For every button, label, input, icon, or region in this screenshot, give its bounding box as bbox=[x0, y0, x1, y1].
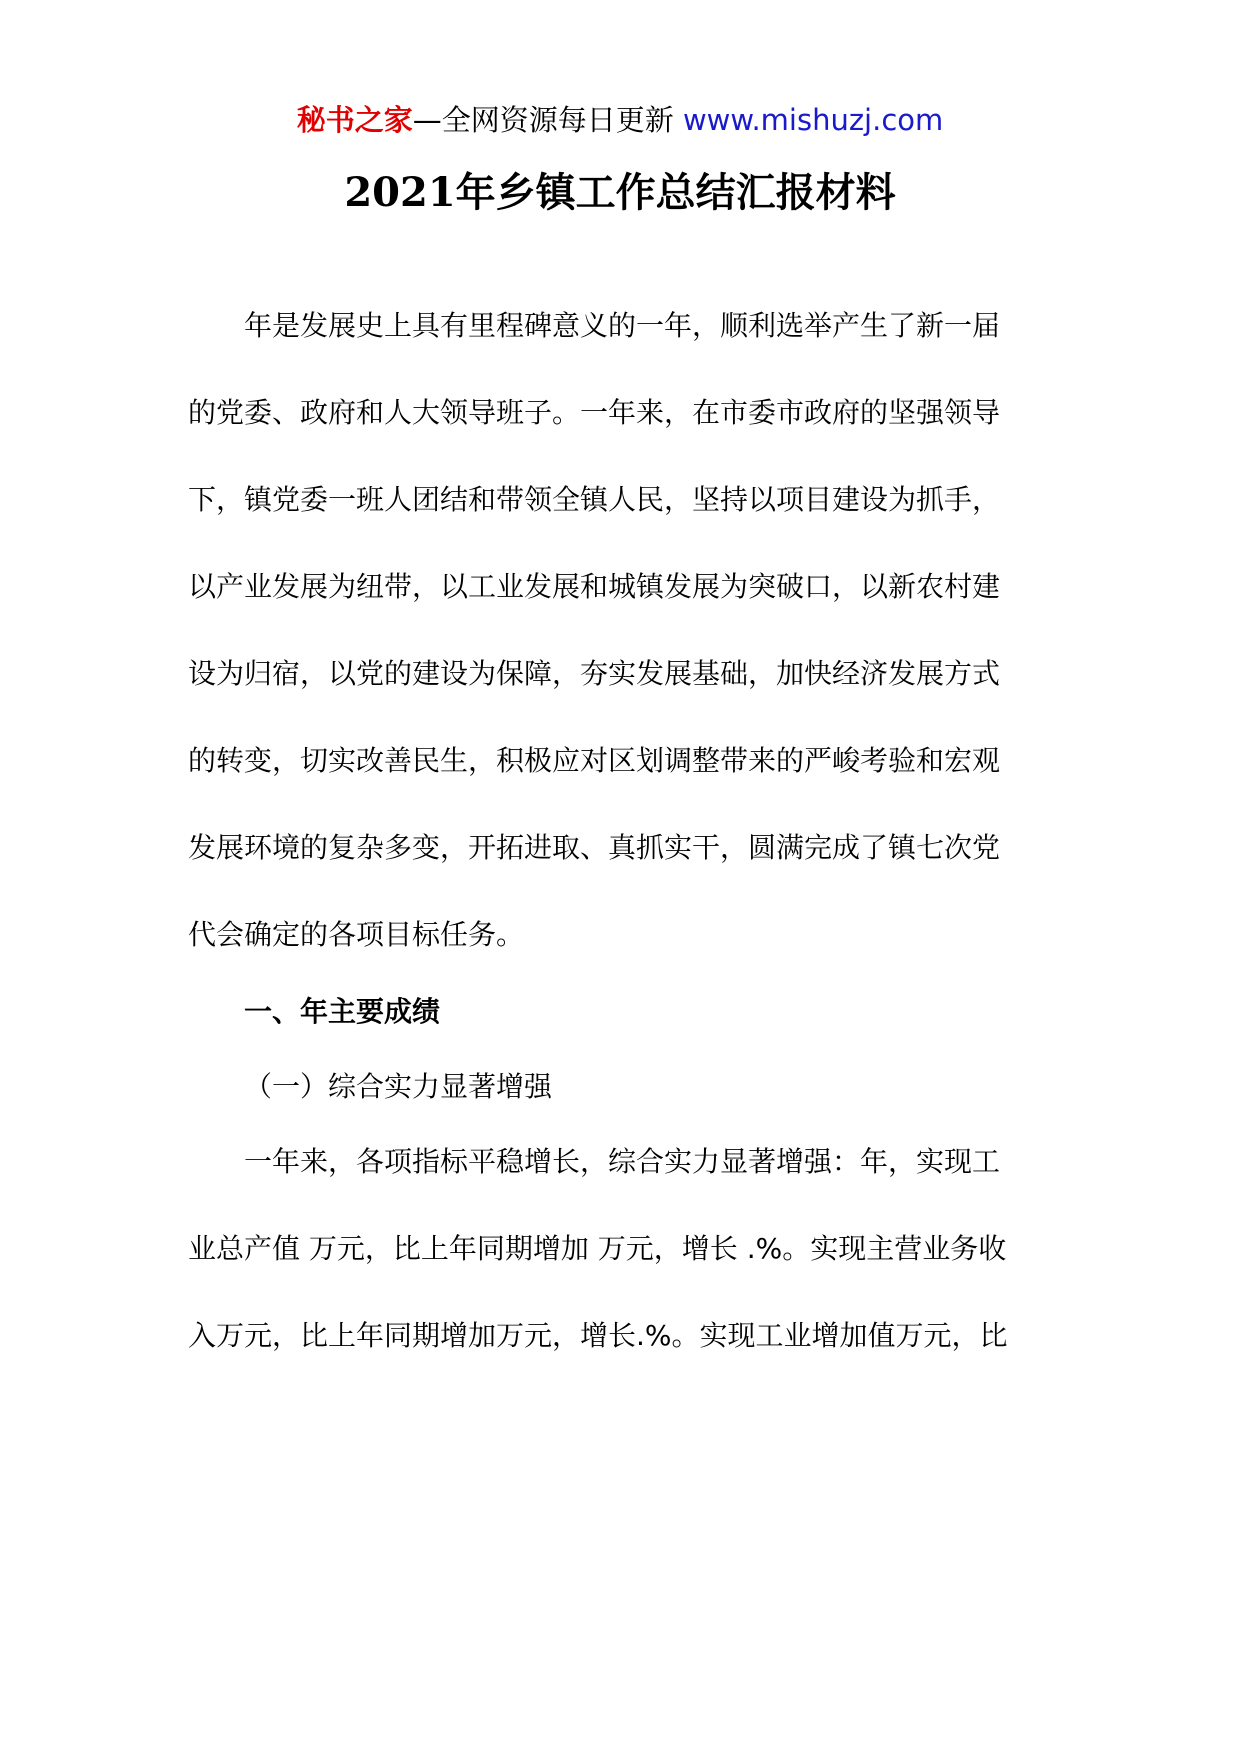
site-slogan: —全网资源每日更新 bbox=[412, 103, 683, 137]
paragraph-line: 入万元，比上年同期增加万元，增长.%。实现工业增加值万元，比 bbox=[188, 1319, 1008, 1352]
paragraph-line: 代会确定的各项目标任务。 bbox=[188, 918, 525, 951]
site-url-link[interactable]: www.mishuzj.com bbox=[682, 103, 944, 137]
paragraph-line: 发展环境的复杂多变，开拓进取、真抓实干，圆满完成了镇七次党 bbox=[188, 831, 1001, 864]
paragraph-line: 下，镇党委一班人团结和带领全镇人民，坚持以项目建设为抓手， bbox=[188, 483, 1001, 516]
document-title: 2021年乡镇工作总结汇报材料 bbox=[344, 169, 896, 216]
paragraph-line: 业总产值 万元，比上年同期增加 万元，增长 .%。实现主营业务收 bbox=[188, 1232, 1007, 1265]
paragraph-line: 一年来，各项指标平稳增长，综合实力显著增强：年，实现工 bbox=[244, 1145, 1001, 1178]
paragraph-line: 以产业发展为纽带，以工业发展和城镇发展为突破口，以新农村建 bbox=[188, 570, 1001, 603]
section-heading: 一、年主要成绩 bbox=[244, 995, 441, 1028]
site-banner bbox=[0, 100, 1240, 140]
site-name: 秘书之家 bbox=[296, 103, 413, 137]
paragraph-line: 的党委、政府和人大领导班子。一年来，在市委市政府的坚强领导 bbox=[188, 396, 1001, 429]
paragraph-line: 的转变，切实改善民生，积极应对区划调整带来的严峻考验和宏观 bbox=[188, 744, 1001, 777]
paragraph-line: 设为归宿，以党的建设为保障，夯实发展基础，加快经济发展方式 bbox=[188, 657, 1001, 690]
subsection-heading: （一）综合实力显著增强 bbox=[244, 1070, 553, 1103]
paragraph-line: 年是发展史上具有里程碑意义的一年，顺利选举产生了新一届 bbox=[244, 309, 1001, 342]
